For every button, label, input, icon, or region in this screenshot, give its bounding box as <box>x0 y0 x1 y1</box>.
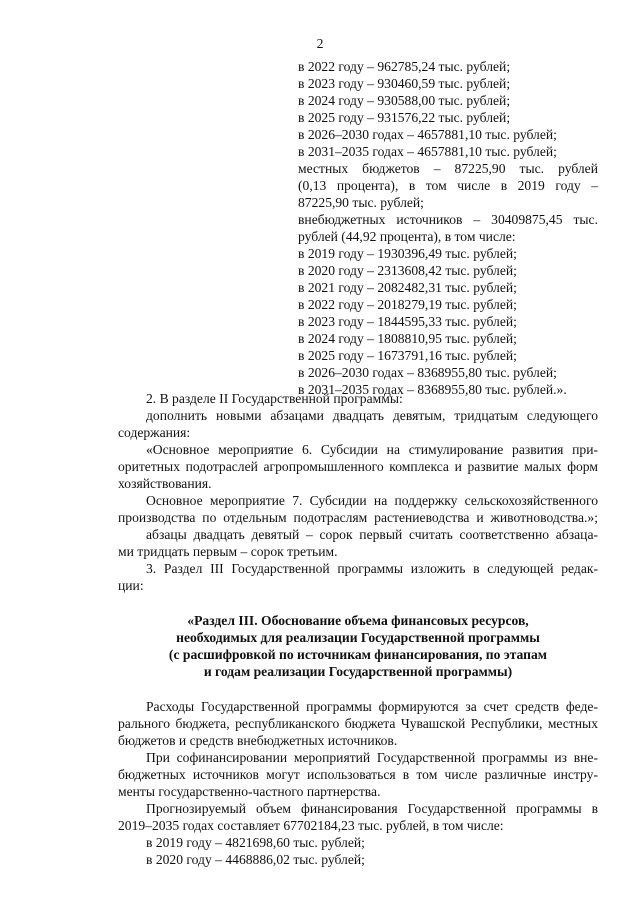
extrabudgetary-line: внебюджетных источников – 30409875,45 тыс. <box>298 212 598 227</box>
event-6-line: «Основное мероприятие 6. Субсидии на стимулирование развития при- <box>146 442 598 457</box>
renumber-line: абзацы двадцать девятый – сорок первый считать соответственно абзаца- <box>146 527 598 542</box>
funding-line: в 2026–2030 годах – 8368955,80 тыс. рублей; <box>298 365 557 380</box>
local-budgets-line: 87225,90 тыс. рублей; <box>298 195 424 210</box>
local-budgets-line: (0,13 процента), в том числе в 2019 году – <box>298 178 598 193</box>
heading-line: и годам реализации Государственной программы) <box>203 664 513 679</box>
local-budgets-line: местных бюджетов – 87225,90 тыс. рублей <box>298 161 598 176</box>
event-6-line: оритетных подотраслей агропромышленного комплекса и развитие малых форм <box>118 459 598 474</box>
event-7-line: Основное мероприятие 7. Субсидии на поддержку сельскохозяйственного <box>146 493 598 508</box>
funding-line: в 2024 году – 930588,00 тыс. рублей; <box>298 93 511 108</box>
funding-line: в 2025 году – 931576,22 тыс. рублей; <box>298 110 511 125</box>
expenses-paragraph-line: бюджетов и средств внебюджетных источников. <box>118 733 398 748</box>
year-funding-line: в 2020 году – 4468886,02 тыс. рублей; <box>146 852 365 867</box>
funding-line: в 2023 году – 1844595,33 тыс. рублей; <box>298 314 517 329</box>
cofinancing-paragraph-line: При софинансировании мероприятий Государственной программы из вне- <box>146 750 598 765</box>
funding-line: в 2031–2035 годах – 4657881,10 тыс. рублей; <box>298 144 557 159</box>
forecast-paragraph-line: 2019–2035 годах составляет 67702184,23 тыс. рублей, в том числе: <box>118 818 504 833</box>
expenses-paragraph-line: рального бюджета, республиканского бюджета Чувашской Республики, местных <box>118 716 598 731</box>
cofinancing-paragraph-line: менты государственно-частного партнерства. <box>118 784 381 799</box>
funding-line: в 2031–2035 годах – 8368955,80 тыс. рублей.». <box>298 382 567 397</box>
event-6-line: хозяйствования. <box>118 476 212 491</box>
funding-continuation-block <box>298 58 598 398</box>
funding-line: в 2025 году – 1673791,16 тыс. рублей; <box>298 348 517 363</box>
funding-line: в 2022 году – 962785,24 тыс. рублей; <box>298 59 511 74</box>
forecast-paragraph-line: Прогнозируемый объем финансирования Государственной программы в <box>146 801 598 816</box>
heading-line: «Раздел III. Обоснование объема финансовых ресурсов, <box>187 613 529 628</box>
event-7-line: производства по отдельным подотраслям растениеводства и животноводства.»; <box>118 510 598 525</box>
funding-line: в 2022 году – 2018279,19 тыс. рублей; <box>298 297 517 312</box>
page-number: 2 <box>316 36 324 51</box>
heading-line: (с расшифровкой по источникам финансирования, по этапам <box>168 647 548 662</box>
heading-line: необходимых для реализации Государственной программы <box>176 630 540 645</box>
section-2-title: 2. В разделе II Государственной программы: <box>146 391 403 406</box>
section-heading <box>118 612 598 680</box>
funding-line: в 2021 году – 2082482,31 тыс. рублей; <box>298 280 517 295</box>
cofinancing-paragraph-line: бюджетных источников могут использоваться в том числе различные инстру- <box>118 767 598 782</box>
funding-line: в 2026–2030 годах – 4657881,10 тыс. рублей; <box>298 127 557 142</box>
funding-line: в 2023 году – 930460,59 тыс. рублей; <box>298 76 511 91</box>
funding-line: в 2024 году – 1808810,95 тыс. рублей; <box>298 331 517 346</box>
main-text <box>118 390 598 868</box>
extrabudgetary-line: рублей (44,92 процента), в том числе: <box>298 229 516 244</box>
funding-line: в 2019 году – 1930396,49 тыс. рублей; <box>298 246 517 261</box>
year-funding-line: в 2019 году – 4821698,60 тыс. рублей; <box>146 835 365 850</box>
section-3-line: 3. Раздел III Государственной программы изложить в следующей редак- <box>146 561 598 576</box>
expenses-paragraph-line: Расходы Государственной программы формируются за счет средств феде- <box>146 699 598 714</box>
section-2-line: содержания: <box>118 425 191 440</box>
section-2-line: дополнить новыми абзацами двадцать девятым, тридцатым следующего <box>146 408 598 423</box>
section-3-line: ции: <box>118 578 144 593</box>
funding-line: в 2020 году – 2313608,42 тыс. рублей; <box>298 263 517 278</box>
renumber-line: ми тридцать первым – сорок третьим. <box>118 544 338 559</box>
